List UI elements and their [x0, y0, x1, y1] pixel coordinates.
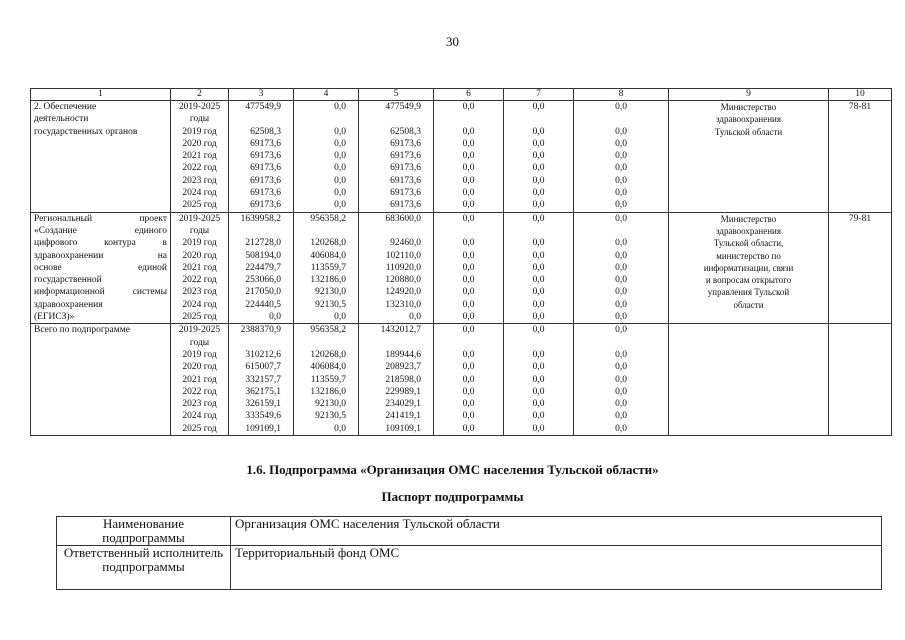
executor-line: области — [733, 299, 764, 310]
tfoms-amount: 0,0 — [532, 287, 545, 298]
total-amount: 212728,0 — [245, 238, 281, 249]
federal-amount: 956358,2 — [310, 325, 346, 336]
column-number: 7 — [504, 89, 574, 101]
federal-amount: 0,0 — [334, 102, 346, 112]
federal-amount-cell — [294, 212, 359, 324]
executor-line: здравоохранения — [715, 225, 781, 236]
other-sources-amount: 0,0 — [615, 399, 627, 410]
row-spacer — [437, 225, 500, 237]
executor-line: Тульской области, — [713, 238, 784, 249]
tfoms-amount: 0,0 — [532, 275, 545, 286]
other-sources-amount-cell — [574, 101, 669, 213]
other-sources-amount: 0,0 — [615, 250, 627, 261]
other-sources-amount: 0,0 — [615, 175, 627, 186]
total-amount: 217050,0 — [245, 287, 281, 298]
total-amount: 477549,9 — [245, 102, 281, 112]
regional-amount: 109109,1 — [385, 423, 421, 434]
tfoms-amount: 0,0 — [532, 238, 545, 249]
other-sources-amount: 0,0 — [615, 287, 627, 298]
column-number: 9 — [669, 89, 829, 101]
period-label: 2019-2025 годы — [178, 213, 221, 236]
activity-name-line: государственных органов — [34, 126, 138, 137]
federal-amount: 0,0 — [334, 126, 346, 137]
column-number: 3 — [229, 89, 294, 101]
municipal-amount: 0,0 — [462, 262, 475, 273]
passport-table — [56, 516, 882, 590]
tfoms-amount: 0,0 — [532, 163, 545, 174]
total-amount: 508194,0 — [245, 250, 281, 261]
passport-label: Наименование подпрограммы — [57, 517, 231, 546]
federal-amount: 0,0 — [334, 151, 346, 162]
total-amount: 69173,6 — [250, 138, 281, 149]
activity-name-line: Региональный проект — [34, 213, 167, 224]
municipal-amount: 0,0 — [462, 411, 475, 422]
total-amount: 69173,6 — [250, 188, 281, 199]
row-spacer — [507, 337, 570, 349]
column-number: 4 — [294, 89, 359, 101]
row-spacer — [437, 337, 500, 349]
row-spacer — [362, 113, 421, 125]
tfoms-amount: 0,0 — [532, 102, 545, 112]
executor-cell — [669, 324, 829, 436]
activity-name-cell — [31, 324, 171, 436]
total-amount: 0,0 — [269, 312, 281, 323]
activity-name-line: 2. Обеспечение — [34, 102, 97, 112]
other-sources-amount-cell — [574, 324, 669, 436]
executor-line: здравоохранения — [715, 114, 781, 125]
municipal-amount: 0,0 — [462, 250, 475, 261]
period-label: 2021 год — [182, 374, 217, 385]
other-sources-amount: 0,0 — [615, 262, 627, 273]
other-sources-amount: 0,0 — [615, 238, 627, 249]
regional-amount: 234029,1 — [385, 399, 421, 410]
executor-line: министерство по — [716, 250, 781, 261]
municipal-amount: 0,0 — [462, 238, 475, 249]
total-amount: 224479,7 — [245, 262, 281, 273]
total-amount: 69173,6 — [250, 200, 281, 211]
period-label: 2020 год — [182, 362, 217, 373]
other-sources-amount: 0,0 — [615, 151, 627, 162]
municipal-amount: 0,0 — [462, 275, 475, 286]
federal-amount: 0,0 — [334, 175, 346, 186]
municipal-amount: 0,0 — [462, 287, 475, 298]
period-label: 2022 год — [182, 275, 217, 286]
row-spacer — [232, 225, 281, 237]
indicator-link-cell — [829, 324, 892, 436]
regional-amount: 124920,0 — [385, 287, 421, 298]
row-spacer — [362, 225, 421, 237]
activity-name-line: здравоохранения — [34, 299, 103, 310]
tfoms-amount: 0,0 — [532, 411, 545, 422]
federal-amount: 120268,0 — [310, 238, 346, 249]
federal-amount: 92130,0 — [315, 399, 346, 410]
period-label: 2019 год — [182, 126, 217, 137]
subprogram-section-title: 1.6. Подпрограмма «Организация ОМС населения Тульской области» — [246, 462, 659, 477]
regional-amount: 189944,6 — [385, 349, 421, 360]
regional-amount: 69173,6 — [390, 138, 421, 149]
other-sources-amount: 0,0 — [615, 374, 627, 385]
period-label: 2024 год — [182, 411, 217, 422]
indicator-link-cell — [829, 212, 892, 324]
tfoms-amount: 0,0 — [532, 386, 545, 397]
row-spacer — [577, 225, 665, 237]
column-number: 1 — [31, 89, 171, 101]
municipal-amount: 0,0 — [462, 213, 475, 224]
activity-name-line: основе единой — [34, 262, 167, 273]
tfoms-amount: 0,0 — [532, 200, 545, 211]
period-label: 2022 год — [182, 386, 217, 397]
tfoms-amount: 0,0 — [532, 213, 545, 224]
table-section-row — [31, 324, 892, 436]
regional-amount: 69173,6 — [390, 188, 421, 199]
total-amount: 253066,0 — [245, 275, 281, 286]
row-spacer — [297, 113, 346, 125]
federal-amount-cell — [294, 101, 359, 213]
municipal-amount-cell — [434, 212, 504, 324]
regional-amount: 92460,0 — [390, 238, 421, 249]
activity-name-line: здравоохранении на — [34, 250, 167, 261]
tfoms-amount: 0,0 — [532, 374, 545, 385]
column-number: 2 — [171, 89, 229, 101]
federal-amount: 113559,7 — [310, 374, 346, 385]
total-amount: 62508,3 — [250, 126, 281, 137]
municipal-amount: 0,0 — [462, 399, 475, 410]
period-label: 2023 год — [182, 175, 217, 186]
total-amount: 615007,7 — [245, 362, 281, 373]
municipal-amount: 0,0 — [462, 423, 475, 434]
regional-amount: 208923,7 — [385, 362, 421, 373]
municipal-amount: 0,0 — [462, 175, 475, 186]
other-sources-amount: 0,0 — [615, 102, 627, 112]
federal-amount: 132186,0 — [310, 275, 346, 286]
municipal-amount-cell — [434, 101, 504, 213]
passport-label: Ответственный исполнитель подпрограммы — [57, 546, 231, 590]
federal-amount: 0,0 — [334, 188, 346, 199]
tfoms-amount-cell — [504, 324, 574, 436]
regional-amount: 241419,1 — [385, 411, 421, 422]
passport-value: Территориальный фонд ОМС — [231, 546, 882, 590]
period-label: 2020 год — [182, 250, 217, 261]
activity-name-line: Всего по подпрограмме — [34, 325, 130, 336]
tfoms-amount: 0,0 — [532, 362, 545, 373]
municipal-amount: 0,0 — [462, 349, 475, 360]
period-label: 2020 год — [182, 138, 217, 149]
activity-name-cell — [31, 212, 171, 324]
executor-line: Министерство — [720, 102, 777, 112]
regional-amount: 62508,3 — [390, 126, 421, 137]
federal-amount: 0,0 — [334, 312, 346, 323]
other-sources-amount: 0,0 — [615, 312, 627, 323]
municipal-amount: 0,0 — [462, 374, 475, 385]
tfoms-amount: 0,0 — [532, 175, 545, 186]
municipal-amount: 0,0 — [462, 200, 475, 211]
period-label: 2019 год — [182, 238, 217, 249]
executor-line: информатизации, связи — [703, 262, 794, 273]
tfoms-amount: 0,0 — [532, 151, 545, 162]
regional-amount: 683600,0 — [385, 213, 421, 224]
other-sources-amount: 0,0 — [615, 163, 627, 174]
municipal-amount: 0,0 — [462, 325, 475, 336]
row-spacer — [577, 337, 665, 349]
other-sources-amount: 0,0 — [615, 411, 627, 422]
activity-name-line: деятельности — [34, 114, 89, 125]
tfoms-amount: 0,0 — [532, 299, 545, 310]
regional-amount: 120880,0 — [385, 275, 421, 286]
total-amount: 224440,5 — [245, 299, 281, 310]
total-amount: 310212,6 — [245, 349, 281, 360]
passport-row — [57, 546, 882, 590]
municipal-amount: 0,0 — [462, 312, 475, 323]
other-sources-amount: 0,0 — [615, 299, 627, 310]
financing-table — [30, 88, 892, 436]
other-sources-amount: 0,0 — [615, 200, 627, 211]
tfoms-amount-cell — [504, 101, 574, 213]
executor-line: Тульской области — [714, 126, 783, 137]
federal-amount: 120268,0 — [310, 349, 346, 360]
executor-cell — [669, 101, 829, 213]
other-sources-amount: 0,0 — [615, 386, 627, 397]
period-label: 2024 год — [182, 299, 217, 310]
federal-amount: 132186,0 — [310, 386, 346, 397]
municipal-amount: 0,0 — [462, 126, 475, 137]
other-sources-amount: 0,0 — [615, 188, 627, 199]
total-amount-cell — [229, 101, 294, 213]
regional-amount: 477549,9 — [385, 102, 421, 112]
federal-amount: 0,0 — [334, 423, 346, 434]
municipal-amount: 0,0 — [462, 138, 475, 149]
total-amount-cell — [229, 212, 294, 324]
tfoms-amount: 0,0 — [532, 138, 545, 149]
federal-amount: 0,0 — [334, 138, 346, 149]
municipal-amount: 0,0 — [462, 188, 475, 199]
other-sources-amount: 0,0 — [615, 213, 627, 224]
row-spacer — [437, 113, 500, 125]
federal-amount: 113559,7 — [310, 262, 346, 273]
federal-amount: 956358,2 — [310, 213, 346, 224]
executor-line: и вопросам открытого — [705, 275, 792, 286]
total-amount-cell — [229, 324, 294, 436]
other-sources-amount: 0,0 — [615, 275, 627, 286]
regional-amount: 69173,6 — [390, 163, 421, 174]
total-amount: 69173,6 — [250, 163, 281, 174]
period-cell — [171, 212, 229, 324]
total-amount: 69173,6 — [250, 151, 281, 162]
tfoms-amount: 0,0 — [532, 325, 545, 336]
regional-amount: 1432012,7 — [380, 325, 421, 336]
municipal-amount: 0,0 — [462, 299, 475, 310]
federal-amount: 406084,0 — [310, 250, 346, 261]
federal-amount: 92130,5 — [315, 411, 346, 422]
total-amount: 2388370,9 — [240, 325, 281, 336]
regional-amount: 69173,6 — [390, 200, 421, 211]
regional-amount-cell — [359, 324, 434, 436]
tfoms-amount: 0,0 — [532, 126, 545, 137]
executor-line: управления Тульской — [707, 287, 790, 298]
tfoms-amount: 0,0 — [532, 312, 545, 323]
activity-name-line: цифрового контура в — [34, 238, 167, 249]
executor-cell — [669, 212, 829, 324]
row-spacer — [232, 337, 281, 349]
period-label: 2023 год — [182, 399, 217, 410]
other-sources-amount: 0,0 — [615, 362, 627, 373]
column-number-row — [31, 89, 892, 101]
total-amount: 332157,7 — [245, 374, 281, 385]
column-number: 8 — [574, 89, 669, 101]
table-section-row — [31, 212, 892, 324]
tfoms-amount: 0,0 — [532, 349, 545, 360]
total-amount: 333549,6 — [245, 411, 281, 422]
activity-name-line: информационной системы — [34, 287, 167, 298]
federal-amount: 406084,0 — [310, 362, 346, 373]
municipal-amount: 0,0 — [462, 102, 475, 112]
activity-name-line: государственной — [34, 275, 102, 286]
other-sources-amount: 0,0 — [615, 138, 627, 149]
page-number: 30 — [446, 34, 459, 49]
tfoms-amount: 0,0 — [532, 423, 545, 434]
period-label: 2025 год — [182, 312, 217, 323]
passport-value: Организация ОМС населения Тульской области — [231, 517, 882, 546]
tfoms-amount-cell — [504, 212, 574, 324]
tfoms-amount: 0,0 — [532, 399, 545, 410]
column-number: 6 — [434, 89, 504, 101]
activity-name-cell — [31, 101, 171, 213]
row-spacer — [507, 113, 570, 125]
row-spacer — [362, 337, 421, 349]
column-number: 10 — [829, 89, 892, 101]
municipal-amount: 0,0 — [462, 386, 475, 397]
row-spacer — [232, 113, 281, 125]
regional-amount: 69173,6 — [390, 175, 421, 186]
regional-amount: 69173,6 — [390, 151, 421, 162]
federal-amount: 0,0 — [334, 163, 346, 174]
other-sources-amount: 0,0 — [615, 349, 627, 360]
tfoms-amount: 0,0 — [532, 262, 545, 273]
other-sources-amount-cell — [574, 212, 669, 324]
other-sources-amount: 0,0 — [615, 423, 627, 434]
total-amount: 109109,1 — [245, 423, 281, 434]
period-label: 2019-2025 годы — [178, 325, 221, 348]
activity-name-line: (ЕГИСЗ)» — [34, 312, 75, 323]
period-label: 2021 год — [182, 262, 217, 273]
federal-amount: 92130,0 — [315, 287, 346, 298]
regional-amount: 132310,0 — [385, 299, 421, 310]
regional-amount: 229989,1 — [385, 386, 421, 397]
tfoms-amount: 0,0 — [532, 188, 545, 199]
municipal-amount: 0,0 — [462, 163, 475, 174]
municipal-amount: 0,0 — [462, 151, 475, 162]
executor-line: Министерство — [720, 213, 777, 224]
column-number: 5 — [359, 89, 434, 101]
total-amount: 326159,1 — [245, 399, 281, 410]
row-spacer — [297, 337, 346, 349]
period-cell — [171, 324, 229, 436]
period-label: 2025 год — [182, 200, 217, 211]
indicator-link: 78-81 — [848, 102, 872, 112]
tfoms-amount: 0,0 — [532, 250, 545, 261]
passport-title: Паспорт подпрограммы — [381, 489, 524, 504]
row-spacer — [507, 225, 570, 237]
regional-amount-cell — [359, 212, 434, 324]
total-amount: 362175,1 — [245, 386, 281, 397]
period-label: 2023 год — [182, 287, 217, 298]
activity-name-line: «Создание единого — [34, 225, 167, 236]
period-cell — [171, 101, 229, 213]
period-label: 2019 год — [182, 349, 217, 360]
indicator-link: 79-81 — [848, 213, 872, 224]
period-label: 2019-2025 годы — [178, 102, 221, 125]
regional-amount: 110920,0 — [385, 262, 421, 273]
row-spacer — [577, 113, 665, 125]
other-sources-amount: 0,0 — [615, 126, 627, 137]
period-label: 2025 год — [182, 423, 217, 434]
row-spacer — [297, 225, 346, 237]
total-amount: 69173,6 — [250, 175, 281, 186]
passport-row — [57, 517, 882, 546]
indicator-link-cell — [829, 101, 892, 213]
period-label: 2022 год — [182, 163, 217, 174]
regional-amount: 102110,0 — [385, 250, 421, 261]
regional-amount: 218598,0 — [385, 374, 421, 385]
other-sources-amount: 0,0 — [615, 325, 627, 336]
municipal-amount-cell — [434, 324, 504, 436]
period-label: 2024 год — [182, 188, 217, 199]
municipal-amount: 0,0 — [462, 362, 475, 373]
federal-amount: 92130,5 — [315, 299, 346, 310]
regional-amount-cell — [359, 101, 434, 213]
total-amount: 1639958,2 — [240, 213, 281, 224]
period-label: 2021 год — [182, 151, 217, 162]
table-section-row — [31, 101, 892, 213]
federal-amount: 0,0 — [334, 200, 346, 211]
federal-amount-cell — [294, 324, 359, 436]
regional-amount: 0,0 — [409, 312, 421, 323]
